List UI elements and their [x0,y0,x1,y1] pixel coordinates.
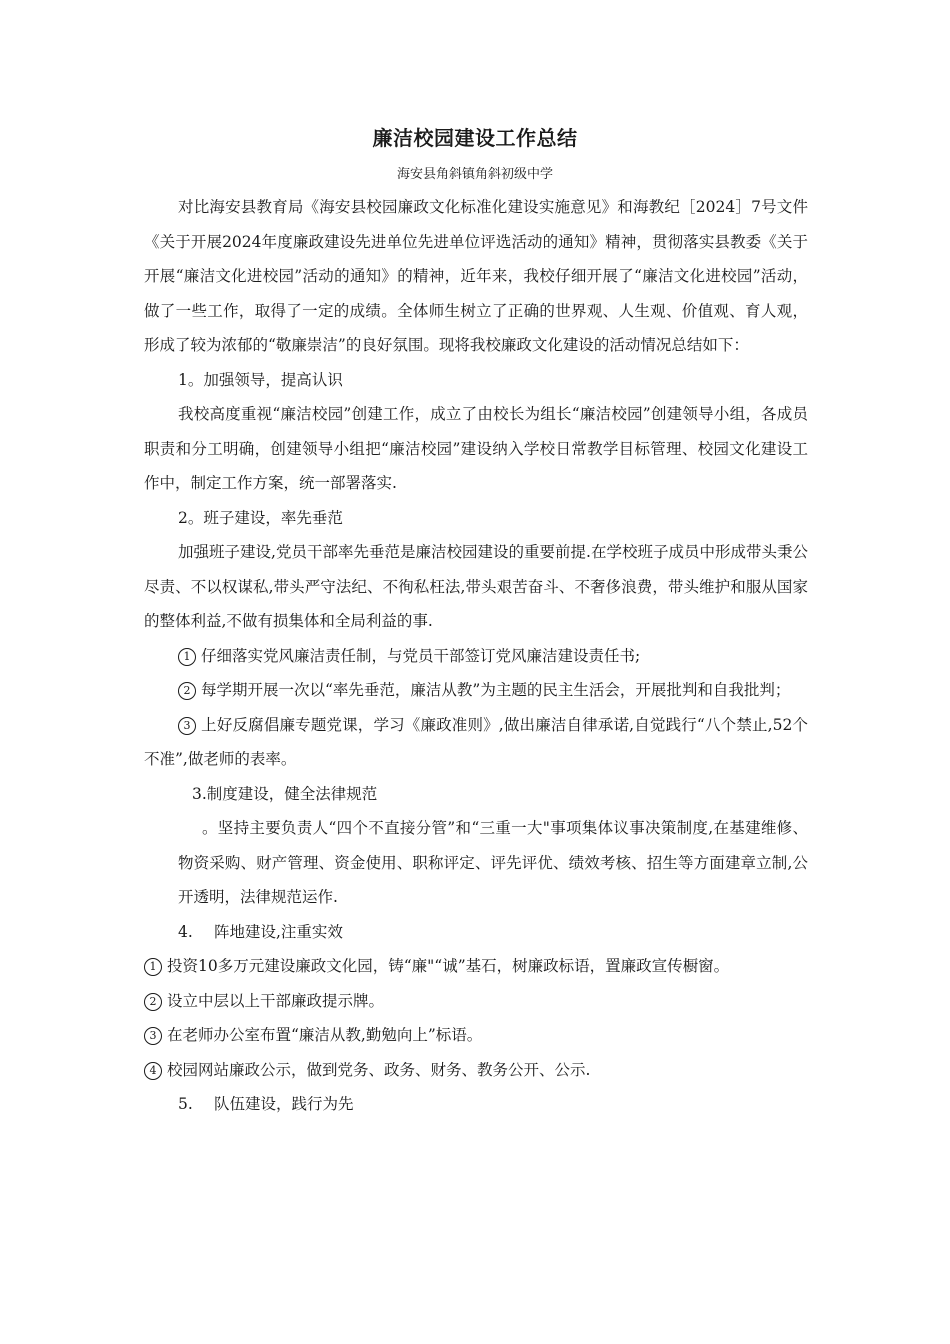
circled-number-marker: 1 [144,958,162,976]
section-5-heading-text: 队伍建设，践行为先 [214,1095,354,1113]
document-body [144,190,808,1122]
section-5-number: 5. [178,1095,193,1113]
section-4-item-text: 投资10多万元建设廉政文化园，铸“廉"“诚”基石，树廉政标语，置廉政宣传橱窗。 [167,957,730,975]
section-1-heading: 1。加强领导，提高认识 [178,370,343,389]
section-3-body: 。坚持主要负责人“四个不直接分管”和“三重一大"事项集体议事决策制度,在基建维修、物资采购、财产管理、资金使用、职称评定、评先评优、绩效考核、招生等方面建章立制,公开透明，法律规范运作. [178,819,808,906]
circled-number-marker: 3 [178,717,196,735]
section-4-number: 4. [178,922,193,941]
section-4-item [144,949,808,984]
section-3-heading: 3.制度建设，健全法律规范 [192,784,378,803]
circled-number-marker: 2 [178,682,196,700]
section-4-item [144,1018,808,1053]
section-2-item-text: 每学期开展一次以“率先垂范，廉洁从教”为主题的民主生活会，开展批判和自我批判； [201,681,791,699]
section-4-item-text: 设立中层以上干部廉政提示牌。 [167,991,385,1010]
section-4-heading-text: 阵地建设,注重实效 [214,922,343,941]
section-2-item-text: 仔细落实党风廉洁责任制，与党员干部签订党风廉洁建设责任书; [201,646,641,665]
section-2-item [144,639,808,674]
circled-number-marker: 1 [178,648,196,666]
section-4-heading [144,915,808,950]
section-4-item [144,984,808,1019]
circled-number-marker: 2 [144,993,162,1011]
section-4-item-text: 校园网站廉政公示，做到党务、政务、财务、教务公开、公示. [167,1060,591,1079]
circled-number-marker: 4 [144,1062,162,1080]
section-2-heading: 2。班子建设，率先垂范 [178,508,343,527]
section-1-body: 我校高度重视“廉洁校园”创建工作，成立了由校长为组长“廉洁校园”创建领导小组，各成员职责和分工明确，创建领导小组把“廉洁校园”建设纳入学校日常教学目标管理、校园文化建设工作中，制定工作方案，统一部署落实. [144,405,808,492]
intro-paragraph: 对比海安县教育局《海安县校园廉政文化标准化建设实施意见》和海教纪［2024］7号文件《关于开展2024年度廉政建设先进单位先进单位评选活动的通知》精神，贯彻落实县教委《关于开展“廉洁文化进校园”活动的通知》的精神，近年来，我校仔细开展了“廉洁文化进校园”活动，做了一些工作，取得了一定的成绩。全体师生树立了正确的世界观、人生观、价值观、育人观，形成了较为浓郁的“敬廉崇洁”的良好氛围。现将我校廉政文化建设的活动情况总结如下： [144,198,808,354]
circled-number-marker: 3 [144,1027,162,1045]
document-title: 廉洁校园建设工作总结 [372,126,578,150]
section-4-item-text: 在老师办公室布置“廉洁从教,勤勉向上”标语。 [167,1026,483,1044]
section-2-item [144,673,808,708]
section-2-item [144,708,808,777]
section-4-item [144,1053,808,1088]
section-5-heading [144,1087,808,1122]
document-subtitle: 海安县角斜镇角斜初级中学 [396,167,553,182]
section-2-item-text: 上好反腐倡廉专题党课，学习《廉政准则》,做出廉洁自律承诺,自觉践行“八个禁止,52个不准”,做老师的表率。 [144,715,808,768]
section-2-body: 加强班子建设,党员干部率先垂范是廉洁校园建设的重要前提.在学校班子成员中形成带头秉公尽责、不以权谋私,带头严守法纪、不徇私枉法,带头艰苦奋斗、不奢侈浪费，带头维护和服从国家的整体利益,不做有损集体和全局利益的事. [144,543,808,630]
